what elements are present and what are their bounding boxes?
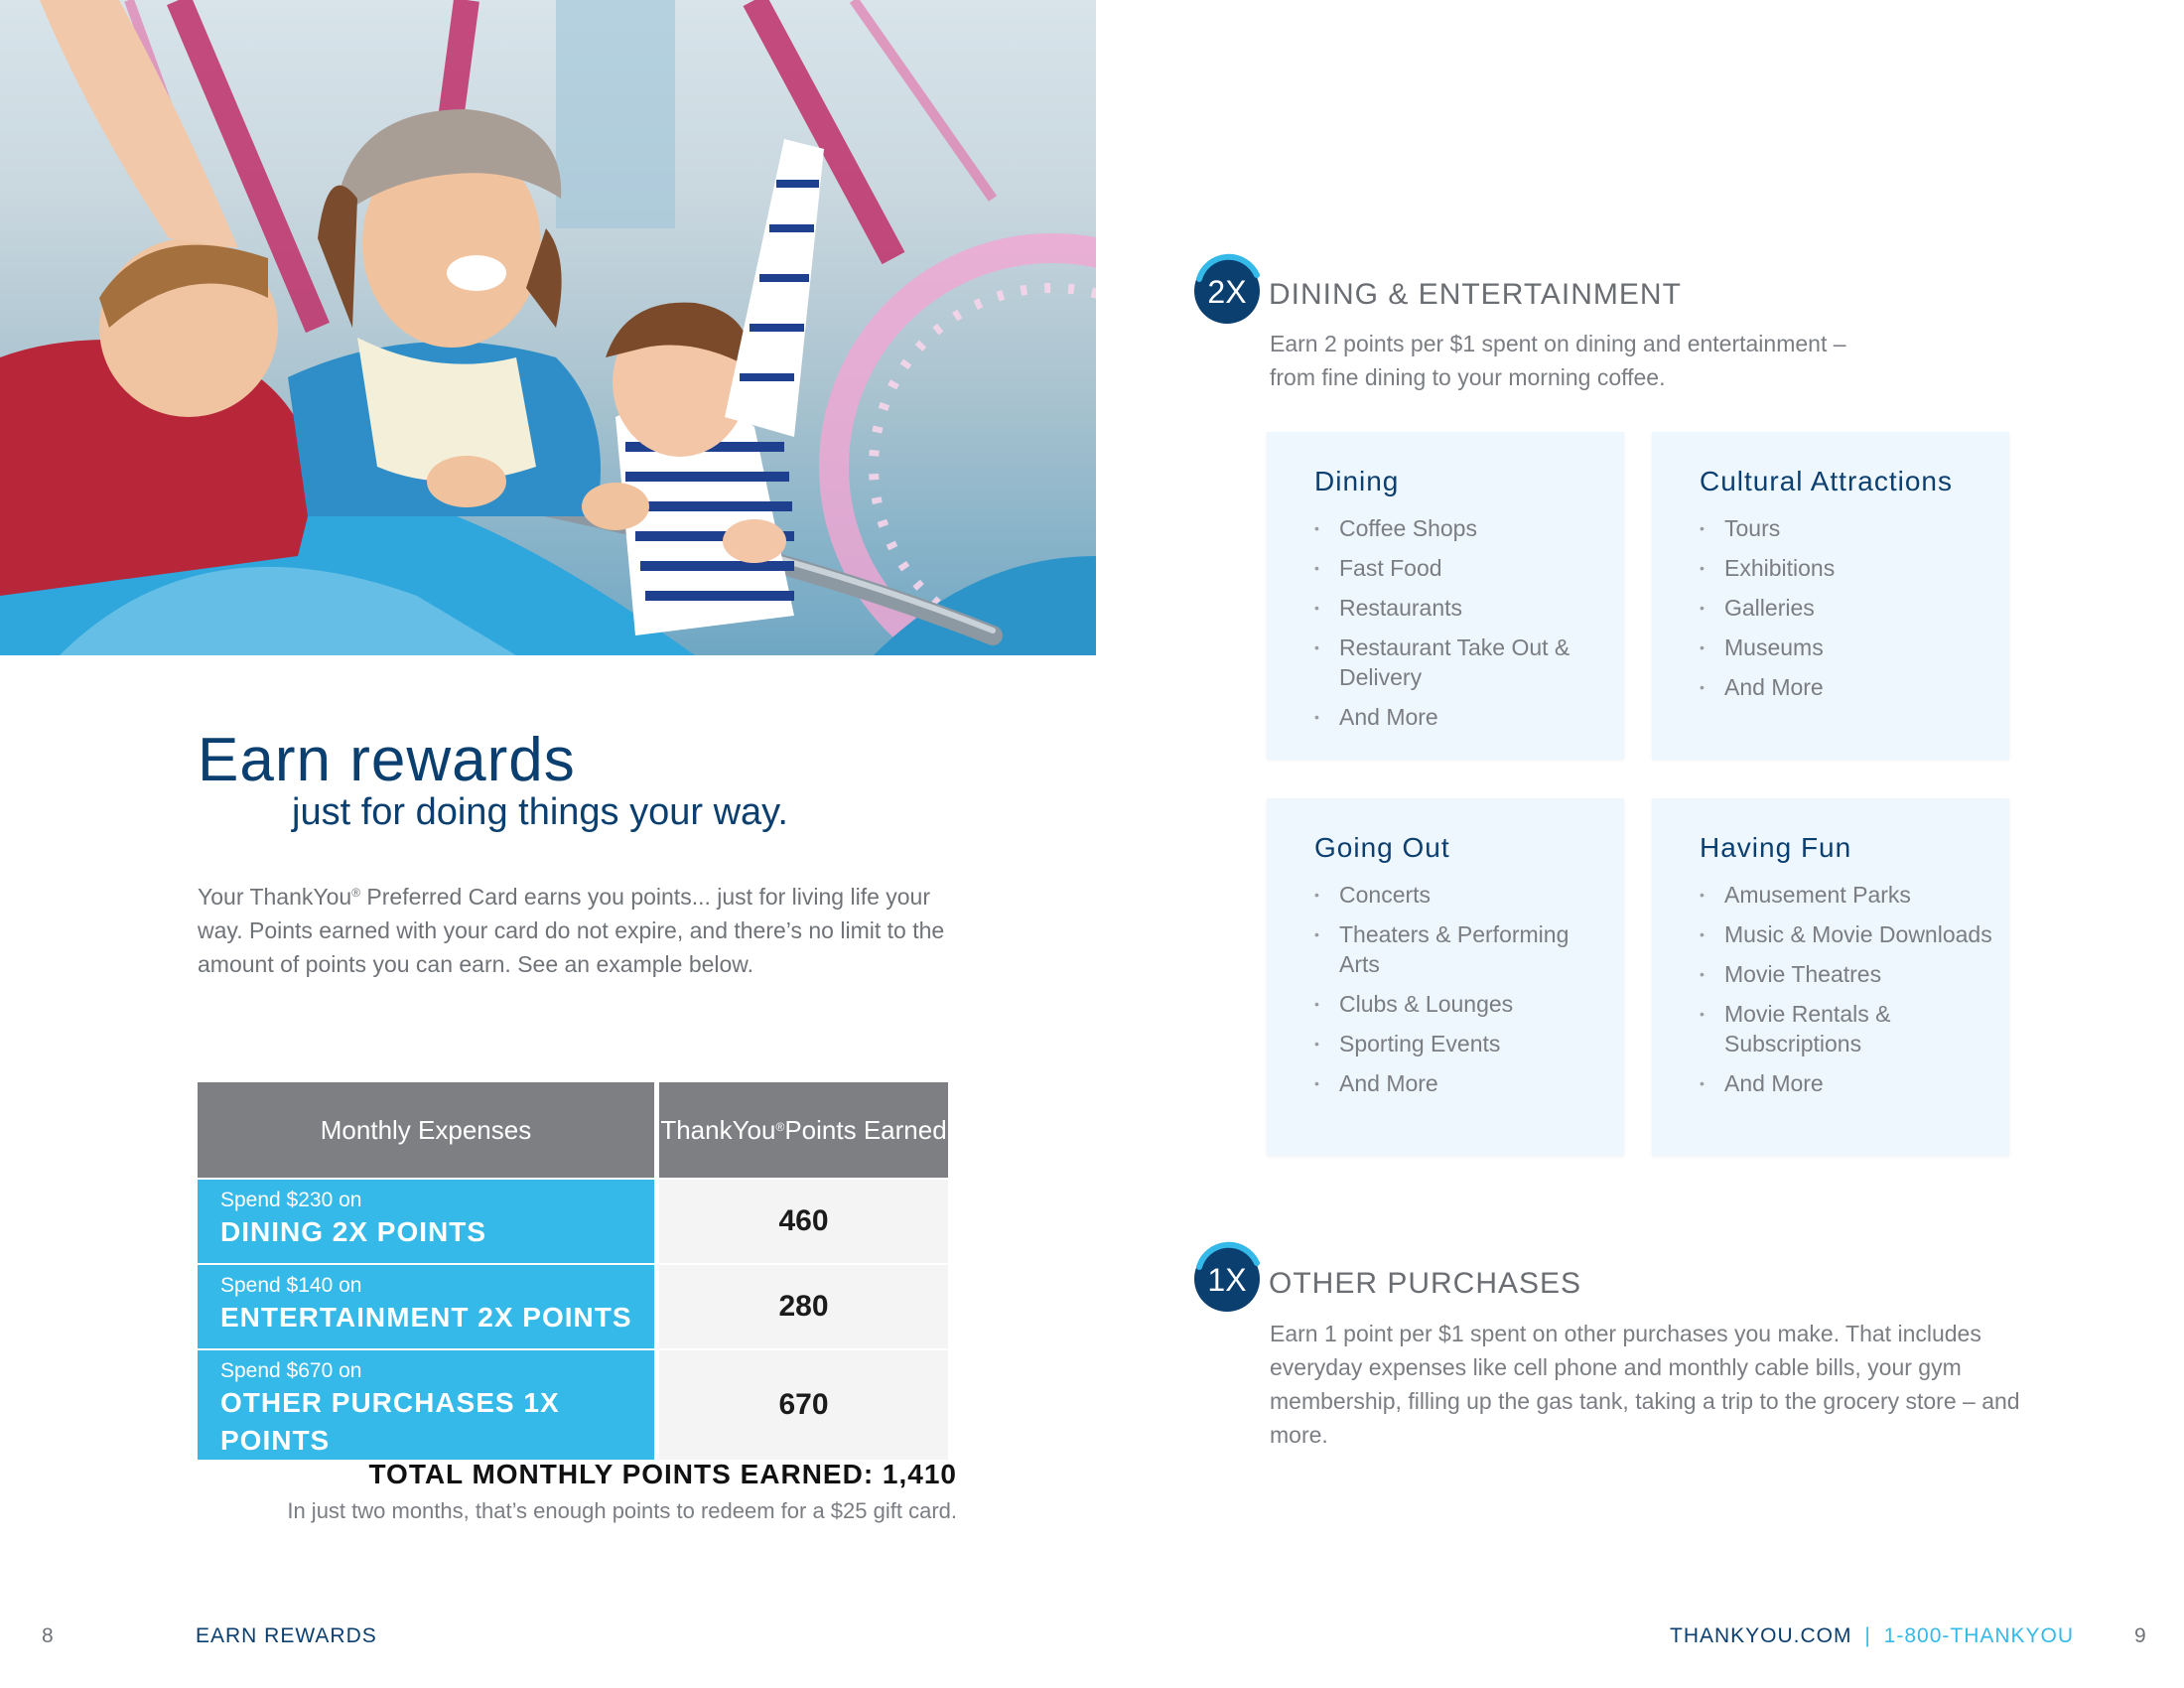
- header-monthly-expenses: Monthly Expenses: [198, 1082, 654, 1178]
- card-list: [1700, 880, 1997, 1108]
- total-points: TOTAL MONTHLY POINTS EARNED: 1,410: [368, 1459, 957, 1489]
- hero-photo: [0, 0, 1096, 655]
- intro-text-part2: Preferred Card earns you points... just for living life your way. Points earned with your card do not expire, and there’s no limit to the amount of points you can earn. See an example below.: [198, 884, 945, 977]
- spend-amount: Spend $670 on: [220, 1359, 362, 1382]
- expense-cell: [198, 1348, 654, 1460]
- 2x-badge-icon: [1191, 253, 1263, 325]
- intro-text-part1: Your ThankYou: [198, 884, 352, 910]
- table-row: [198, 1263, 948, 1348]
- right-page-number: 9: [2134, 1624, 2147, 1647]
- points-cell: 280: [659, 1263, 948, 1348]
- amusement-ride-illustration: [0, 0, 1096, 655]
- phone-number: 1-800-THANKYOU: [1883, 1624, 2075, 1647]
- card-title: Cultural Attractions: [1700, 466, 1953, 496]
- card-list: [1314, 880, 1612, 1108]
- category-card-cultural-attractions: [1652, 432, 2009, 760]
- list-item: • Movie Theatres: [1700, 959, 1997, 989]
- footer-website: [1670, 1624, 2074, 1648]
- header-points-label: Points Earned: [784, 1114, 947, 1145]
- page-subhead: just for doing things your way.: [292, 791, 788, 833]
- card-title: Going Out: [1314, 832, 1450, 863]
- list-item: • Restaurant Take Out & Delivery: [1314, 633, 1612, 692]
- left-page-number: 8: [42, 1624, 55, 1647]
- header-points-earned: [659, 1082, 948, 1178]
- list-item: • Concerts: [1314, 880, 1612, 910]
- list-item: • And More: [1700, 672, 1997, 702]
- list-item: • And More: [1700, 1068, 1997, 1098]
- list-item: • Amusement Parks: [1700, 880, 1997, 910]
- card-list: [1700, 513, 1997, 712]
- spend-amount: Spend $140 on: [220, 1274, 362, 1297]
- footer-separator: |: [1864, 1624, 1871, 1647]
- spend-category: ENTERTAINMENT 2X POINTS: [220, 1302, 632, 1333]
- expense-cell: [198, 1263, 654, 1348]
- list-item: • Fast Food: [1314, 553, 1612, 583]
- card-list: [1314, 513, 1612, 742]
- dining-entertainment-description: [1270, 327, 1846, 394]
- spend-category: DINING 2X POINTS: [220, 1216, 487, 1247]
- badge-label: 1X: [1207, 1262, 1247, 1298]
- spend-category: OTHER PURCHASES 1X POINTS: [220, 1387, 560, 1456]
- total-note: In just two months, that’s enough points to redeem for a $25 gift card.: [287, 1498, 957, 1523]
- list-item: • Museums: [1700, 633, 1997, 662]
- website-link[interactable]: THANKYOU.COM: [1670, 1624, 1852, 1647]
- header-points-brand: ThankYou: [660, 1114, 776, 1145]
- list-item: • And More: [1314, 702, 1612, 732]
- list-item: • Movie Rentals & Subscriptions: [1700, 999, 1997, 1058]
- list-item: • Restaurants: [1314, 593, 1612, 623]
- table-row: [198, 1178, 948, 1263]
- badge-label: 2X: [1207, 274, 1247, 310]
- expense-cell: [198, 1178, 654, 1263]
- spend-amount: Spend $230 on: [220, 1189, 362, 1211]
- other-purchases-title: OTHER PURCHASES: [1269, 1267, 1582, 1300]
- table-row: [198, 1348, 948, 1460]
- footer-section-label: EARN REWARDS: [196, 1624, 377, 1647]
- category-card-having-fun: [1652, 798, 2009, 1156]
- intro-paragraph: [198, 880, 972, 981]
- category-card-dining: [1267, 432, 1624, 760]
- list-item: • Music & Movie Downloads: [1700, 919, 1997, 949]
- points-cell: 670: [659, 1348, 948, 1460]
- category-card-going-out: [1267, 798, 1624, 1156]
- list-item: • Coffee Shops: [1314, 513, 1612, 543]
- list-item: • Theaters & Performing Arts: [1314, 919, 1612, 979]
- dining-entertainment-title: DINING & ENTERTAINMENT: [1269, 278, 1682, 311]
- list-item: • Tours: [1700, 513, 1997, 543]
- list-item: • Clubs & Lounges: [1314, 989, 1612, 1019]
- header-registered-mark: ®: [775, 1119, 785, 1134]
- points-cell: 460: [659, 1178, 948, 1263]
- other-purchases-description: Earn 1 point per $1 spent on other purchases you make. That includes everyday expenses like cell phone and monthly cable bills, your gym membership, filling up the gas tank, taking a trip to the grocery store – and more.: [1270, 1321, 2020, 1448]
- list-item: • Sporting Events: [1314, 1029, 1612, 1058]
- description-line: Earn 2 points per $1 spent on dining and entertainment –: [1270, 331, 1846, 356]
- points-example-table: [193, 1082, 953, 1460]
- list-item: • Galleries: [1700, 593, 1997, 623]
- list-item: • Exhibitions: [1700, 553, 1997, 583]
- card-title: Having Fun: [1700, 832, 1852, 863]
- list-item: • And More: [1314, 1068, 1612, 1098]
- registered-mark: ®: [351, 886, 361, 900]
- 1x-badge-icon: [1191, 1241, 1263, 1313]
- description-line: from fine dining to your morning coffee.: [1270, 364, 1666, 390]
- card-title: Dining: [1314, 466, 1400, 496]
- page-headline: Earn rewards: [198, 726, 576, 794]
